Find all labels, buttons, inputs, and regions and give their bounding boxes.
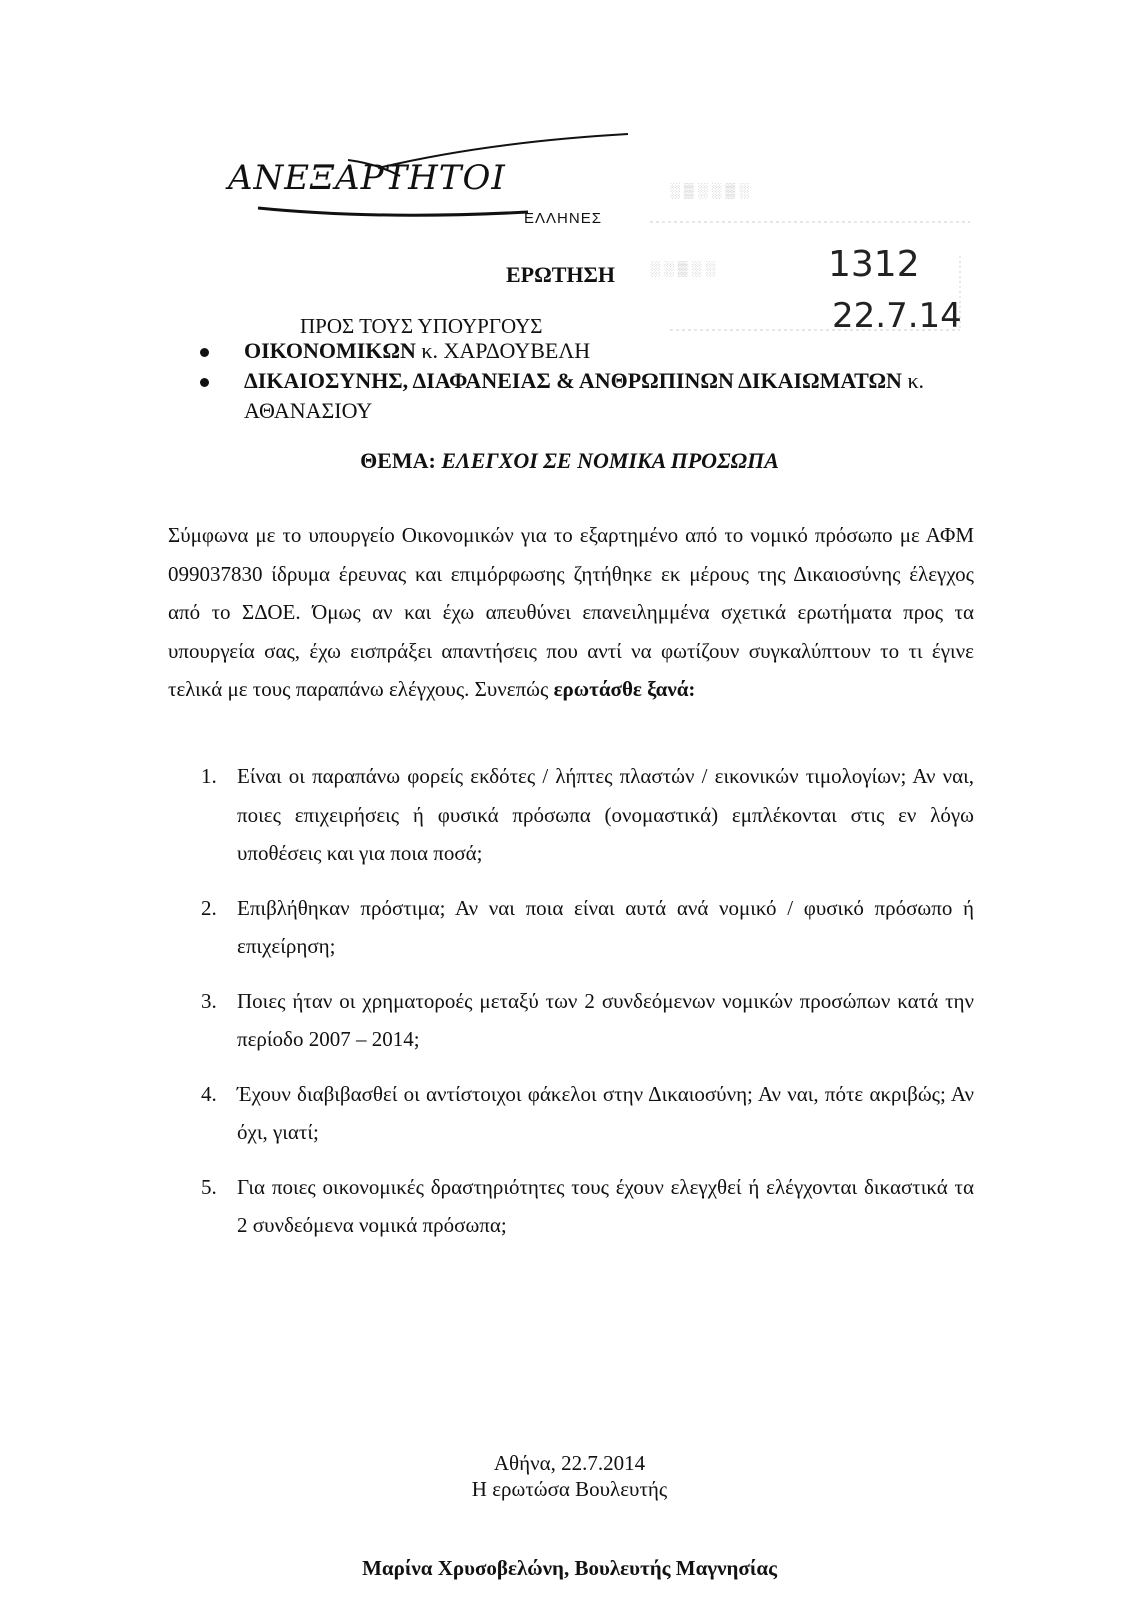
subject-text: ΕΛΕΓΧΟΙ ΣΕ ΝΟΜΙΚΑ ΠΡΟΣΩΠΑ	[441, 448, 779, 473]
signer-role: Η ερωτώσα Βουλευτής	[471, 1477, 668, 1501]
stamp-handwritten-number: 1312	[828, 244, 920, 285]
stamp-faded-line-2: ░ ░ ▒ ░ ░	[650, 260, 716, 276]
question-item	[168, 982, 974, 1059]
document-title: ΕΡΩΤΗΣΗ	[506, 262, 616, 287]
addressee-line: ΠΡΟΣ ΤΟΥΣ ΥΠΟΥΡΓΟΥΣ	[300, 314, 543, 338]
question-text: Επιβλήθηκαν πρόστιμα; Αν ναι ποια είναι αυτά ανά νομικό / φυσικό πρόσωπο ή επιχείρηση;	[237, 895, 974, 958]
question-number: 3.	[201, 988, 217, 1013]
stamp-handwritten-date: 22.7.14	[832, 296, 962, 336]
question-item	[168, 1168, 974, 1245]
question-text: Για ποιες οικονομικές δραστηριότητες τους έχουν ελεγχθεί ή ελέγχονται δικαστικά τα 2 συνδεόμενα νομικά πρόσωπα;	[237, 1174, 974, 1237]
logo-subtitle: ΕΛΛΗΝΕΣ	[524, 210, 602, 227]
place-date: Αθήνα, 22.7.2014	[493, 1451, 646, 1475]
party-logo	[228, 128, 648, 248]
ministry-name: ΟΙΚΟΝΟΜΙΚΩΝ	[244, 338, 416, 363]
question-number: 1.	[201, 764, 217, 788]
subject-label: ΘΕΜΑ:	[360, 448, 436, 473]
question-number: 2.	[201, 895, 217, 920]
question-number: 4.	[201, 1081, 217, 1106]
ministries-list	[200, 336, 1000, 426]
logo-wordmark: ΑΝΕΞΑΡΤΗΤΟΙ	[228, 158, 506, 198]
closing-block	[0, 1450, 1139, 1502]
paragraph-text: Σύμφωνα με το υπουργείο Οικονομικών για το εξαρτημένο από το νομικό πρόσωπο με ΑΦΜ 099037830 ίδρυμα έρευνας και επιμόρφωσης ζητήθηκε εκ μέρους της Δικαιοσύνης έλεγχος από το ΣΔΟΕ. Όμως αν και έχω απευθύνει επανειλημμένα σχετικά ερωτήματα προς τα υπουργεία σας, έχω εισπράξει απαντήσεις που αντί να φωτίζουν συγκαλύπτουν το τι έγινε τελικά με τους παραπάνω ελέγχους. Συνεπώς	[168, 523, 974, 701]
receipt-stamp	[640, 160, 990, 350]
bullet-icon	[200, 348, 209, 357]
questions-list	[168, 757, 974, 1261]
signature-line: Μαρίνα Χρυσοβελώνη, Βουλευτής Μαγνησίας	[362, 1556, 777, 1580]
ministry-item	[200, 336, 1000, 366]
ministry-item	[200, 366, 1000, 426]
subject-line	[0, 448, 1139, 474]
stamp-faded-line-1: ░ ▒ ░ ░ ▒ ░	[670, 182, 749, 198]
minister-name: κ. ΧΑΡΔΟΥΒΕΛΗ	[421, 338, 591, 363]
question-text: Είναι οι παραπάνω φορείς εκδότες / λήπτες πλαστών / εικονικών τιμολογίων; Αν ναι, ποιες επιχειρήσεις ή φυσικά πρόσωπα (ονομαστικά) εμπλέκονται στις εν λόγω υποθέσεις και για ποια ποσά;	[237, 764, 974, 865]
question-item	[168, 757, 974, 873]
minister-name: κ. ΑΘΑΝΑΣΙΟΥ	[244, 368, 925, 423]
question-item	[168, 889, 974, 966]
ministry-name: ΔΙΚΑΙΟΣΥΝΗΣ, ΔΙΑΦΑΝΕΙΑΣ & ΑΝΘΡΩΠΙΝΩΝ ΔΙΚΑΙΩΜΑΤΩΝ	[244, 368, 902, 393]
question-number: 5.	[201, 1174, 217, 1199]
question-item	[168, 1075, 974, 1152]
question-text: Ποιες ήταν οι χρηματοροές μεταξύ των 2 συνδεόμενων νομικών προσώπων κατά την περίοδο 2007 – 2014;	[237, 988, 974, 1051]
question-text: Έχουν διαβιβασθεί οι αντίστοιχοι φάκελοι στην Δικαιοσύνη; Αν ναι, πότε ακριβώς; Αν όχι, γιατί;	[237, 1081, 974, 1144]
paragraph-emphasis: ερωτάσθε ξανά:	[553, 677, 696, 701]
bullet-icon	[200, 378, 209, 387]
body-paragraph	[168, 516, 974, 709]
